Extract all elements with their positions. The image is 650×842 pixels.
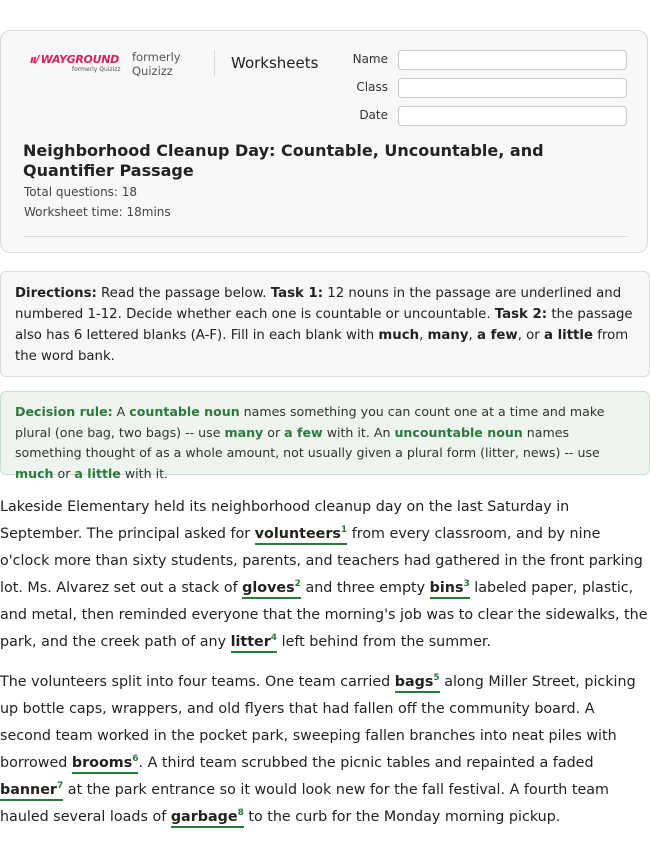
- noun-word: gloves: [242, 580, 295, 596]
- underlined-noun-4: [231, 634, 277, 653]
- brand-subtitle: formerly Quizizz: [72, 66, 121, 73]
- word-much: much: [378, 328, 420, 343]
- total-questions: Total questions: 18: [24, 185, 138, 199]
- passage-text: and three empty: [300, 580, 430, 596]
- header-rule: [24, 236, 628, 237]
- rule-text: A: [112, 404, 130, 419]
- passage-text: The volunteers split into four teams. One team carried: [0, 674, 395, 690]
- underlined-noun-1: [255, 526, 347, 545]
- task2-label: Task 2:: [494, 307, 548, 322]
- directions-text: from the word bank.: [15, 328, 629, 364]
- rule-text: with it.: [120, 465, 169, 481]
- separator: ,: [468, 328, 477, 343]
- passage-text: Lakeside Elementary held its neighborhood cleanup day on the last Saturday in September. The principal asked for: [0, 499, 570, 542]
- noun-word: brooms: [71, 755, 133, 771]
- noun-number: 2: [294, 579, 301, 589]
- rule-text: with it. An: [322, 424, 395, 440]
- term-a-little: a little: [74, 465, 121, 481]
- directions-text: 12 nouns in the passage are underlined and numbered 1-12. Decide whether each one is countable or uncountable.: [15, 286, 622, 322]
- noun-number: 3: [463, 579, 470, 589]
- decision-rule-label: Decision rule:: [15, 404, 113, 419]
- directions-text: Read the passage below.: [96, 286, 271, 301]
- task1-label: Task 1:: [270, 286, 324, 301]
- formerly-quizizz: [132, 50, 192, 78]
- rule-text: names something you can count one at a time and make plural (one bag, two bags) -- use: [15, 404, 605, 440]
- separator: ,: [419, 328, 428, 343]
- brand-name: WAYGROUND: [40, 53, 119, 66]
- underlined-noun-2: [242, 580, 301, 599]
- word-many: many: [427, 328, 469, 343]
- term-a-few: a few: [284, 424, 323, 440]
- decision-rule-box: [0, 391, 650, 481]
- noun-number: 5: [433, 673, 440, 683]
- formerly-label: formerly: [132, 50, 181, 64]
- wayground-logo: ıı/ WAYGROUND formerly Quizizz: [30, 53, 121, 73]
- name-label: Name: [352, 52, 388, 66]
- rule-text: or: [263, 424, 285, 440]
- directions-box: [0, 271, 650, 377]
- countable-noun-term: countable noun: [129, 404, 240, 419]
- class-label: Class: [356, 80, 388, 94]
- passage-text: at the park entrance so it would look new for the fall festival. A fourth team hauled several loads of: [0, 782, 609, 825]
- noun-number: 4: [270, 633, 278, 643]
- term-much: much: [15, 465, 54, 481]
- worksheets-label: Worksheets: [231, 54, 319, 72]
- underlined-noun-3: [430, 580, 470, 599]
- noun-word: banner: [0, 782, 57, 798]
- formerly-name: Quizizz: [132, 64, 173, 78]
- passage-text: . A third team scrubbed the picnic tables and repainted a faded: [138, 755, 594, 771]
- date-field[interactable]: [398, 106, 627, 126]
- rule-text: or: [53, 465, 75, 481]
- noun-number: 1: [340, 525, 348, 535]
- directions-text: the passage also has 6 lettered blanks (A-F). Fill in each blank with: [15, 307, 633, 343]
- worksheet-title: Neighborhood Cleanup Day: Countable, Uncountable, and Quantifier Passage: [23, 141, 544, 180]
- underlined-noun-5: [395, 674, 440, 693]
- directions-label: Directions:: [15, 286, 97, 301]
- separator: , or: [517, 328, 544, 343]
- passage-text: labeled paper, plastic, and metal, then reminded everyone that the morning's job was to clear the sidewalks, the park, and the creek path of any: [0, 580, 648, 650]
- noun-number: 7: [57, 781, 64, 791]
- term-many: many: [224, 424, 264, 440]
- noun-number: 8: [237, 808, 244, 818]
- worksheet-header: [0, 30, 648, 253]
- name-field[interactable]: [398, 50, 627, 70]
- passage-paragraph-1: [0, 494, 650, 656]
- underlined-noun-6: [72, 755, 139, 774]
- underlined-noun-8: [171, 809, 244, 828]
- noun-word: litter: [230, 634, 271, 650]
- noun-number: 6: [132, 754, 139, 764]
- passage-text: along Miller Street, picking up bottle caps, wrappers, and old flyers that had fallen off the community board. A second team worked in the pocket park, sweeping fallen branches into neat piles with borrowed: [0, 674, 636, 771]
- passage-text: from every classroom, and by nine o'clock more than sixty students, parents, and teachers had gathered in the front parking lot. Ms. Alvarez set out a stack of: [0, 526, 643, 596]
- passage-text: left behind from the summer.: [277, 634, 491, 650]
- class-field[interactable]: [398, 78, 627, 98]
- worksheet-time: Worksheet time: 18mins: [24, 205, 171, 219]
- uncountable-noun-term: uncountable noun: [394, 424, 523, 440]
- noun-word: garbage: [170, 809, 238, 825]
- noun-word: volunteers: [254, 526, 341, 542]
- rule-text: names something thought of as a whole amount, not usually given a plural form (litter, news) -- use: [15, 424, 600, 460]
- noun-word: bins: [429, 580, 464, 596]
- header-divider: [214, 50, 215, 76]
- passage-text: to the curb for the Monday morning pickup.: [243, 809, 561, 825]
- underlined-noun-7: [0, 782, 63, 801]
- date-label: Date: [359, 108, 388, 122]
- word-a-few: a few: [476, 328, 518, 343]
- word-a-little: a little: [543, 328, 593, 343]
- passage-paragraph-2: [0, 669, 650, 831]
- noun-word: bags: [394, 674, 434, 690]
